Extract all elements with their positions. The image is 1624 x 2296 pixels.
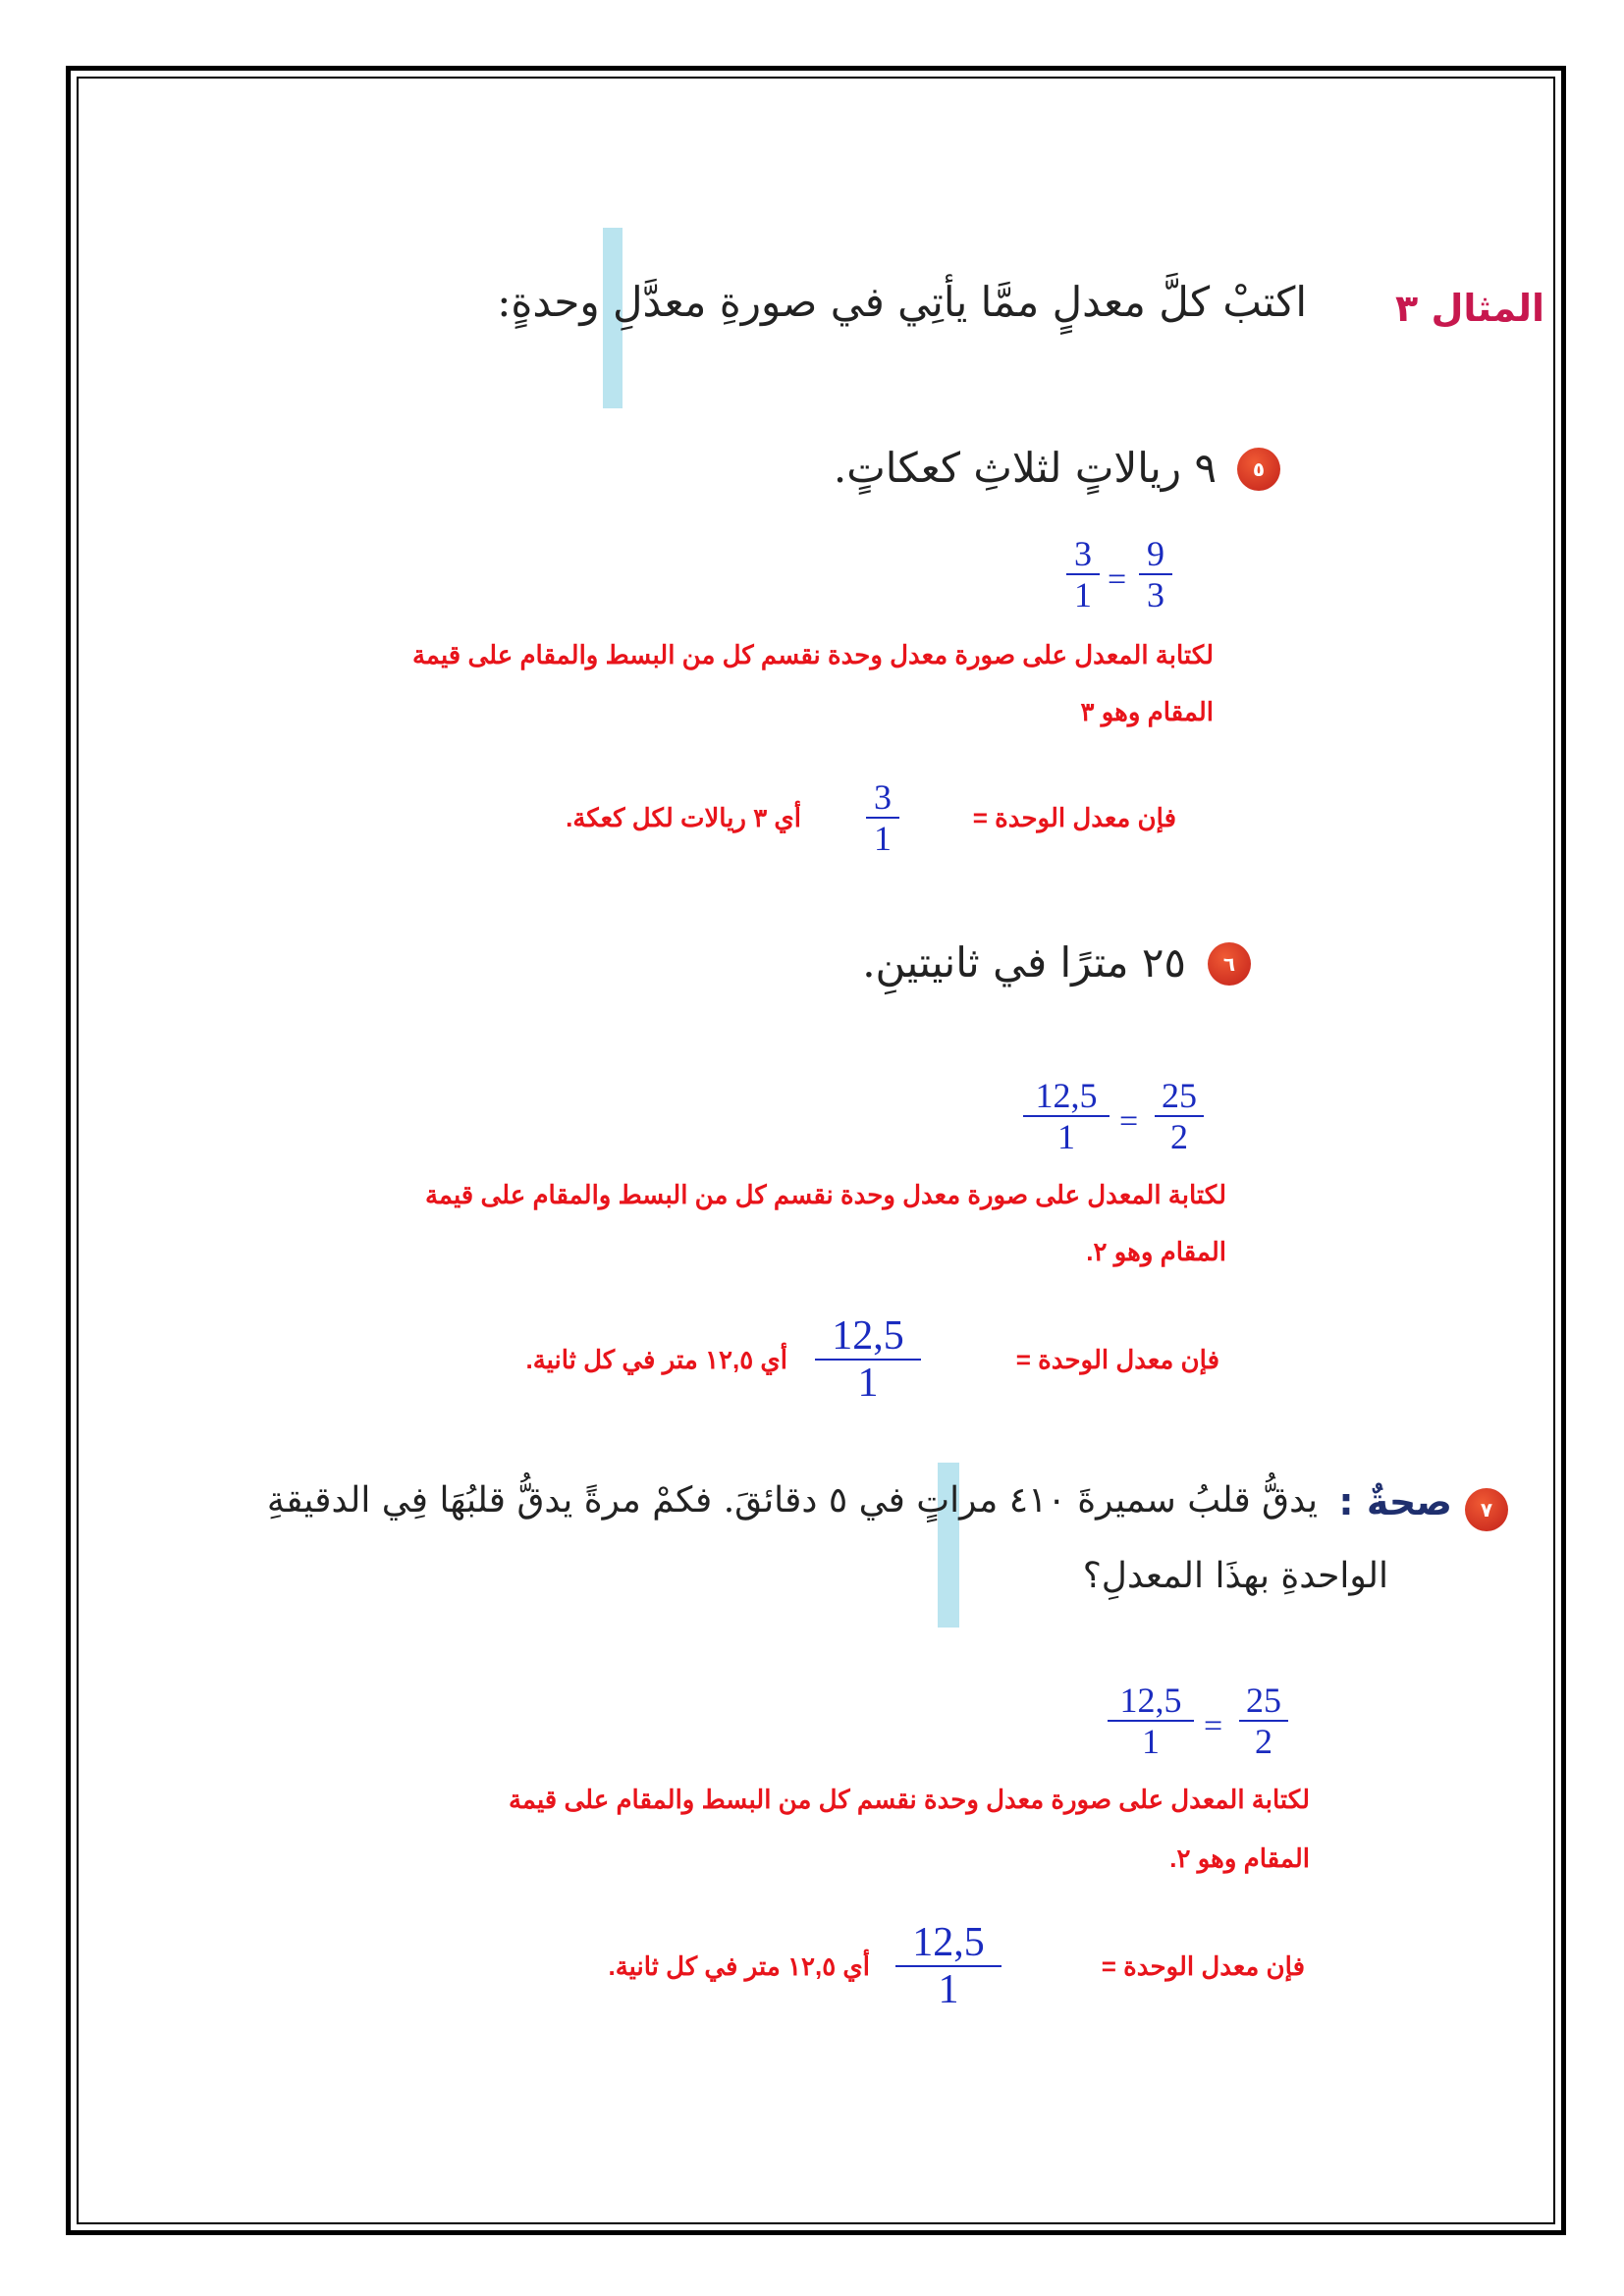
result-suffix: أي ١٢,٥ متر في كل ثانية. [525, 1345, 787, 1374]
fraction-right [1155, 1078, 1204, 1154]
fraction-denominator: 1 [1074, 575, 1092, 614]
problem-topic: صحةٌ : [1338, 1480, 1452, 1523]
fraction-numerator: 9 [1147, 534, 1164, 573]
equals-sign: = [1204, 1708, 1223, 1744]
result-fraction [895, 1922, 1001, 2010]
problem-prompt: الواحدةِ بهذَا المعدلِ؟ [1082, 1556, 1388, 1596]
explanation-line: المقام وهو ٢. [1169, 1843, 1310, 1873]
result-suffix: أي ٣ ريالات لكل كعكة. [566, 803, 801, 832]
explanation-line: لكتابة المعدل على صورة معدل وحدة نقسم كل من البسط والمقام على قيمة [411, 640, 1214, 669]
fraction-denominator: 1 [874, 819, 892, 858]
result-fraction [815, 1315, 921, 1404]
fraction-numerator: 25 [1246, 1681, 1281, 1720]
problem-number-badge: ٦ [1208, 942, 1251, 986]
fraction-denominator: 2 [1170, 1117, 1188, 1156]
explanation-line: المقام وهو ٢. [1086, 1237, 1226, 1266]
fraction-numerator: 12,5 [912, 1920, 985, 1965]
explanation-line: المقام وهو ٣ [1080, 697, 1214, 726]
example-instruction: اكتبْ كلَّ معدلٍ ممَّا يأتِي في صورةِ معدَّلِ وحدةٍ: [497, 278, 1307, 326]
explanation-line: لكتابة المعدل على صورة معدل وحدة نقسم كل من البسط والمقام على قيمة [508, 1785, 1310, 1814]
result-fraction [866, 779, 899, 856]
example-label: المثال ٣ [1395, 287, 1544, 330]
problem-prompt: ٩ ريالاتٍ لثلاثِ كعكاتٍ. [833, 444, 1217, 492]
problem-number-badge: ٥ [1237, 448, 1280, 491]
fraction-numerator: 12,5 [1119, 1681, 1182, 1720]
fraction-denominator: 1 [857, 1361, 879, 1406]
fraction-left [1108, 1682, 1194, 1759]
explanation-line: لكتابة المعدل على صورة معدل وحدة نقسم كل من البسط والمقام على قيمة [424, 1180, 1226, 1209]
problem-prompt: ٢٥ مترًا في ثانيتينِ. [862, 938, 1186, 987]
problem-number-badge: ٧ [1465, 1488, 1508, 1531]
fraction-numerator: 12,5 [1035, 1076, 1098, 1115]
result-suffix: أي ١٢,٥ متر في كل ثانية. [608, 1951, 870, 1981]
fraction-left [1066, 536, 1100, 613]
fraction-numerator: 12,5 [832, 1313, 904, 1359]
fraction-denominator: 2 [1255, 1722, 1272, 1761]
result-prefix: فإن معدل الوحدة = [972, 803, 1176, 832]
fraction-denominator: 3 [1147, 575, 1164, 614]
fraction-denominator: 1 [1057, 1117, 1075, 1156]
problem-prompt: يدقُّ قلبُ سميرةَ ٤١٠ مراتٍ في ٥ دقائقَ. فكمْ مرةً يدقُّ قلبُهَا فِي الدقيقةِ [266, 1480, 1318, 1521]
fraction-numerator: 3 [1074, 534, 1092, 573]
fraction-left [1023, 1078, 1110, 1154]
fraction-right [1239, 1682, 1288, 1759]
equals-sign: = [1119, 1103, 1139, 1140]
fraction-numerator: 25 [1162, 1076, 1197, 1115]
equals-sign: = [1108, 561, 1127, 598]
page-border-inner [77, 77, 1555, 2224]
fraction-right [1139, 536, 1172, 613]
fraction-denominator: 1 [1142, 1722, 1160, 1761]
result-prefix: فإن معدل الوحدة = [1015, 1345, 1219, 1374]
fraction-numerator: 3 [874, 777, 892, 817]
result-prefix: فإن معدل الوحدة = [1101, 1951, 1305, 1981]
fraction-denominator: 1 [938, 1967, 959, 2012]
